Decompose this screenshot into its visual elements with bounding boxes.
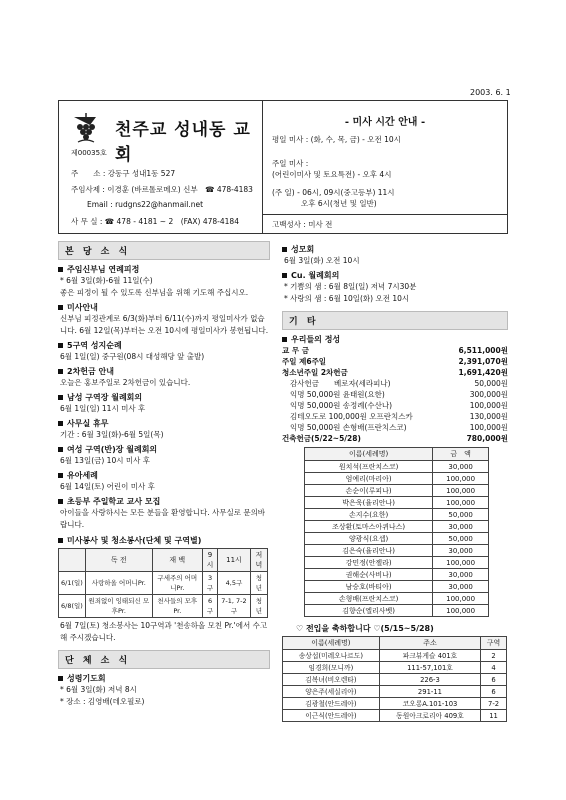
table-header: 금 액	[433, 448, 489, 461]
table-cell: 동원아크로리아 409호	[379, 710, 480, 722]
offering-row	[282, 400, 508, 411]
offering-row	[282, 389, 508, 400]
item-line: 기간 : 6월 3일(화)-6월 5일(목)	[60, 430, 164, 439]
square-bullet-icon	[58, 305, 63, 310]
table-row	[305, 605, 489, 617]
mass-schedule	[262, 101, 507, 233]
table-cell: 청년	[250, 572, 267, 595]
table-cell: 4,5구	[218, 572, 251, 595]
right-column	[282, 241, 508, 722]
table-cell: 김광철(안드레아)	[283, 698, 380, 710]
table-header: 독 전	[85, 549, 152, 572]
item-title-text: 초등부 주일학교 교사 모집	[67, 497, 161, 506]
table-cell: 손순이(루피나)	[305, 485, 433, 497]
table-cell: 남승호(바티아)	[305, 581, 433, 593]
confession: 고백성사 : 미사 전	[272, 220, 333, 229]
item-title-text: 유아세례	[67, 471, 98, 480]
item-title-text: 2차헌금 안내	[67, 367, 114, 376]
offering-amount: 100,000원	[469, 423, 508, 432]
offering-amount: 2,391,070원	[458, 357, 508, 366]
table-cell: 3구	[202, 572, 217, 595]
item-line: 6월 3일(화) 오전 10시	[284, 256, 360, 265]
table-cell: 50,000	[433, 509, 489, 521]
table-header: 9시	[202, 549, 217, 572]
offering-row	[282, 345, 508, 356]
item-title	[58, 470, 270, 481]
table-cell: 100,000	[433, 593, 489, 605]
table-row	[283, 662, 507, 674]
item-title	[58, 444, 270, 455]
table-row	[305, 557, 489, 569]
table-cell: 원죄없이 잉태되신 모후Pr.	[85, 595, 152, 618]
offering-row	[282, 367, 508, 378]
table-cell: 291-11	[379, 686, 480, 698]
offering-row	[282, 378, 508, 389]
table-cell: 100,000	[433, 557, 489, 569]
table-row	[305, 533, 489, 545]
sunday-mass-line: 오후 6시(청년 및 일반)	[301, 199, 377, 208]
item-title	[58, 264, 270, 275]
sunday-mass-line: (주 일) - 06시, 09시(중고등부) 11시	[272, 188, 395, 197]
item-line: * 기쁨의 샘 : 6월 8일(일) 저녁 7시30분	[284, 282, 417, 291]
table-cell: 구세주의 어머니Pr.	[152, 572, 202, 595]
table-cell: 30,000	[433, 545, 489, 557]
table-cell: 권해순(사비나)	[305, 569, 433, 581]
table-header: 저녁	[250, 549, 267, 572]
table-cell: 파크뷰게슬 401호	[379, 650, 480, 662]
offering-row	[282, 356, 508, 367]
item-line: * 사랑의 샘 : 6월 10일(화) 오전 10시	[284, 294, 410, 303]
table-row	[305, 545, 489, 557]
table-row	[305, 485, 489, 497]
offering-amount: 6,511,000원	[458, 346, 508, 355]
item-title	[58, 340, 270, 351]
item-title	[58, 418, 270, 429]
pastor-info: 주임사제 : 이경훈 (바르톨로메오) 신부 ☎ 478-4183	[71, 185, 253, 194]
offering-label: 김테오도로 100,000원 오프란치스카	[290, 412, 413, 421]
item-line: * 6월 3일(화)-6월 11일(수)	[60, 276, 153, 285]
donation-table	[304, 447, 489, 617]
item-title-text: Cu. 월례회의	[291, 271, 340, 280]
table-row	[305, 521, 489, 533]
table-cell: 30,000	[433, 521, 489, 533]
offering-row	[282, 433, 508, 444]
table-cell: 6구	[202, 595, 217, 618]
item-title-text: 5구역 성지순례	[67, 341, 122, 350]
sunday-mass-title: 주일 미사 :	[272, 159, 309, 168]
table-header: 11시	[218, 549, 251, 572]
table-cell: 30,000	[433, 581, 489, 593]
square-bullet-icon	[58, 343, 63, 348]
item-title: 우리들의 정성	[282, 334, 508, 345]
parish-news-list	[58, 264, 270, 531]
table-cell: 30,000	[433, 569, 489, 581]
offering-row	[282, 422, 508, 433]
table-cell: 7-2	[481, 698, 507, 710]
item-title	[58, 496, 270, 507]
item-title	[58, 392, 270, 403]
offering-label: 감사헌금 베로자(세라피나)	[290, 379, 391, 388]
offering-amount: 50,000원	[474, 379, 508, 388]
square-bullet-icon	[282, 273, 287, 278]
table-cell: 손지수(요한)	[305, 509, 433, 521]
item-title-text: 주임신부님 연례피정	[67, 265, 140, 274]
item-line: 6월 14일(토) 어린이 미사 후	[60, 482, 155, 491]
table-cell: 6/1(일)	[59, 572, 86, 595]
table-cell: 양광식(요셉)	[305, 533, 433, 545]
table-row	[59, 595, 268, 618]
table-cell: 김복녀(비오렌타)	[283, 674, 380, 686]
table-cell: 6	[481, 686, 507, 698]
item-title	[282, 244, 508, 255]
table-cell: 6/8(일)	[59, 595, 86, 618]
sunday-mass-line: (어린이미사 및 토요특전) - 오후 4시	[272, 170, 392, 179]
grapes-logo-icon	[70, 111, 100, 145]
item-title: 성령기도회	[58, 673, 270, 684]
table-row	[59, 572, 268, 595]
table-header: 구역	[481, 637, 507, 650]
table-header	[59, 549, 86, 572]
volunteer-table	[58, 548, 268, 618]
table-header: 이름(세례명)	[283, 637, 380, 650]
address: 주 소 : 강동구 성내1동 527	[71, 169, 176, 178]
offering-label: 익명 50,000원 윤태원(요한)	[290, 390, 385, 399]
square-bullet-icon	[58, 538, 63, 543]
table-cell: 김향순(엘리사벳)	[305, 605, 433, 617]
table-cell: 111-57,101호	[379, 662, 480, 674]
table-cell: 100,000	[433, 605, 489, 617]
issue-number: 제00035호	[71, 149, 107, 157]
table-cell: 코오롱A.101-103	[379, 698, 480, 710]
table-row	[305, 461, 489, 473]
table-cell: 청년	[250, 595, 267, 618]
item-line: 아이들을 사랑하시는 모든 분들을 환영합니다. 사무실로 문의바랍니다.	[60, 508, 266, 529]
group-line: * 6월 3일(화) 저녁 8시	[60, 685, 137, 694]
table-row	[305, 497, 489, 509]
table-header: 주소	[379, 637, 480, 650]
table-cell: 4	[481, 662, 507, 674]
table-cell: 2	[481, 650, 507, 662]
item-title-text: 사무실 휴무	[67, 419, 109, 428]
item-line: 신부님 피정관계로 6/3(화)부터 6/11(수)까지 평일미사가 없습니다. 6월 12일(목)부터는 오전 10시에 평일미사가 봉헌됩니다.	[60, 314, 269, 335]
section-header: 단 체 소 식	[58, 650, 270, 669]
square-bullet-icon	[58, 267, 63, 272]
offering-amount: 100,000원	[469, 401, 508, 410]
table-row	[283, 698, 507, 710]
email: Email : rudgns22@hanmail.net	[87, 200, 204, 209]
offering-label: 건축헌금(5/22~5/28)	[282, 434, 361, 443]
section-header: 본 당 소 식	[58, 241, 270, 260]
divider	[263, 214, 507, 215]
item-line: 6월 1일(일) 11시 미사 후	[60, 404, 146, 413]
section-header: 기 타	[282, 311, 508, 330]
table-cell: 강민정(안젤라)	[305, 557, 433, 569]
table-row	[305, 569, 489, 581]
table-cell: 6	[481, 674, 507, 686]
table-row	[305, 593, 489, 605]
item-title	[58, 366, 270, 377]
item-line: 오늘은 홍보주일로 2차헌금이 있습니다.	[60, 378, 191, 387]
table-row	[305, 509, 489, 521]
square-bullet-icon	[58, 421, 63, 426]
item-line: 6월 1일(일) 중구원(08시 대성해당 앞 출발)	[60, 352, 205, 361]
table-header: 재 백	[152, 549, 202, 572]
table-cell: 50,000	[433, 533, 489, 545]
item-title	[282, 270, 508, 281]
offering-row	[282, 411, 508, 422]
offering-label: 익명 50,000원 손형배(프란치스코)	[290, 423, 407, 432]
table-row	[283, 674, 507, 686]
church-name: 천주교 성내동 교회	[115, 120, 251, 165]
table-cell: 이근식(안드레아)	[283, 710, 380, 722]
square-bullet-icon	[58, 395, 63, 400]
item-title-text: 여성 구역(반)장 월례회의	[67, 445, 158, 454]
item-title	[58, 302, 270, 313]
weekday-mass: 평일 미사 : (화, 수, 목, 금) - 오전 10시	[272, 135, 401, 144]
table-row	[283, 686, 507, 698]
welcome-table	[282, 636, 507, 722]
table-cell: 30,000	[433, 461, 489, 473]
table-cell: 천사들의 모후Pr.	[152, 595, 202, 618]
table-row	[283, 650, 507, 662]
item-title-text: 남성 구역장 월례회의	[67, 393, 143, 402]
square-bullet-icon	[58, 676, 63, 681]
table-cell: 박은욱(율리안나)	[305, 497, 433, 509]
table-cell: 100,000	[433, 485, 489, 497]
offering-label: 익명 50,000원 송정례(수산나)	[290, 401, 393, 410]
table-cell: 송상섭(미레오나르도)	[283, 650, 380, 662]
offering-label: 청소년주일 2차헌금	[282, 368, 348, 377]
table-cell: 양은주(세실리아)	[283, 686, 380, 698]
table-row	[283, 710, 507, 722]
offering-amount: 780,000원	[466, 434, 508, 443]
table-cell: 7-1, 7-2구	[218, 595, 251, 618]
table-cell: 100,000	[433, 497, 489, 509]
newsletter-header	[58, 100, 508, 234]
square-bullet-icon	[58, 447, 63, 452]
item-title-text: 미사안내	[67, 303, 98, 312]
square-bullet-icon	[58, 473, 63, 478]
offering-label: 교 무 금	[282, 346, 309, 355]
table-header: 이름(세례명)	[305, 448, 433, 461]
square-bullet-icon	[282, 247, 287, 252]
item-title: 미사봉사 및 청소봉사(단체 및 구역별)	[58, 535, 270, 546]
square-bullet-icon	[58, 499, 63, 504]
church-info	[59, 101, 262, 233]
group-news-list	[282, 244, 508, 305]
group-line: * 장소 : 김영배(데오필로)	[60, 697, 145, 706]
welcome-title: ♡ 전입을 축하합니다 ♡(5/15~5/28)	[296, 624, 434, 633]
table-cell: 조상환(토마스아퀴나스)	[305, 521, 433, 533]
table-row	[305, 581, 489, 593]
table-cell: 100,000	[433, 473, 489, 485]
offering-amount: 300,000원	[469, 390, 508, 399]
square-bullet-icon	[282, 337, 287, 342]
item-title-text: 성모회	[291, 245, 315, 254]
item-line: 좋은 피정이 될 수 있도록 신부님을 위해 기도해 주십시오.	[60, 288, 249, 297]
table-cell: 엄예리(마리아)	[305, 473, 433, 485]
issue-date: 2003. 6. 1	[470, 88, 511, 97]
table-cell: 226-3	[379, 674, 480, 686]
table-cell: 원치석(프란치스코)	[305, 461, 433, 473]
table-cell: 임경희(모니까)	[283, 662, 380, 674]
office-phone: 사 무 실 : ☎ 478 - 4181 ~ 2 (FAX) 478-4184	[71, 217, 239, 226]
offering-amount: 130,000원	[469, 412, 508, 421]
offerings-list	[282, 345, 508, 444]
mass-title: - 미사 시간 안내 -	[344, 117, 426, 128]
offering-label: 주일 제6주일	[282, 357, 327, 366]
offering-amount: 1,691,420원	[458, 368, 508, 377]
square-bullet-icon	[58, 369, 63, 374]
table-cell: 11	[481, 710, 507, 722]
table-cell: 사랑하올 어머니Pr.	[85, 572, 152, 595]
table-cell: 김은숙(율리안나)	[305, 545, 433, 557]
table-cell: 손형배(프란치스코)	[305, 593, 433, 605]
table-row	[305, 473, 489, 485]
left-column	[58, 241, 270, 708]
volunteer-note: 6월 7일(토) 청소봉사는 10구역과 '천송하올 모친 Pr.'에서 수고해 주시겠습니다.	[60, 621, 268, 642]
item-line: 6월 13일(금) 10시 미사 후	[60, 456, 150, 465]
